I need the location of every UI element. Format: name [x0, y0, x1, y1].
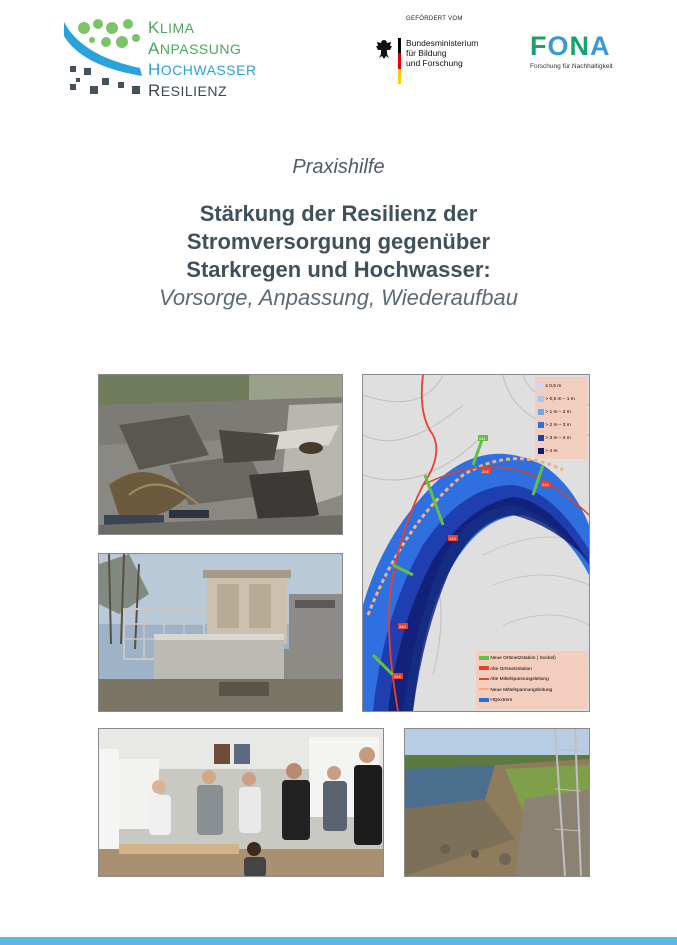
- feature-legend-item: HQextrem: [479, 696, 556, 707]
- photo-construction-site: [404, 728, 590, 877]
- feature-legend-item: Neue Ortsnetzstation ( Sockel): [479, 654, 556, 665]
- logo-word-anpassung: ANPASSUNG: [148, 39, 242, 58]
- feature-legend-item: Neue Mittelspannungsleitung: [479, 686, 556, 697]
- title-line: Stärkung der Resilienz der: [199, 201, 478, 226]
- fona-logo: [530, 32, 630, 82]
- feature-legend-item: Alte Mittelspannungsleitung: [479, 675, 556, 686]
- document-type: Praxishilfe: [292, 156, 385, 178]
- depth-legend-item: > 3 m – 4 m: [538, 432, 588, 445]
- photo-substation: [98, 553, 343, 712]
- map-marker-label: 245: [542, 482, 549, 487]
- document-subtitle: Vorsorge, Anpassung, Wiederaufbau: [159, 285, 518, 310]
- german-flag-bar: [398, 38, 401, 84]
- depth-legend: [535, 377, 587, 459]
- photo-workshop: [98, 728, 384, 877]
- photo-damaged-road: [98, 374, 343, 535]
- logo-word-resilienz: RESILIENZ: [148, 81, 228, 100]
- flood-map: [362, 374, 590, 712]
- klima-anpassung-logo: [62, 16, 262, 100]
- ministry-name: Bundesministerium für Bildung und Forschung: [406, 38, 479, 68]
- feature-legend-item: Alte Ortsnetzstation: [479, 665, 556, 676]
- depth-legend-item: > 0,5 m – 1 m: [538, 393, 588, 406]
- title-line: Stromversorgung gegenüber: [186, 229, 491, 254]
- fona-wordmark: FONA: [530, 31, 611, 61]
- bottom-accent-bar: [0, 937, 677, 945]
- depth-legend-item: > 2 m – 3 m: [538, 419, 588, 432]
- document-title: [0, 200, 677, 312]
- map-marker-label: 241: [479, 436, 486, 441]
- map-marker-label: 246: [482, 469, 489, 474]
- depth-legend-item: > 4 m: [538, 445, 588, 458]
- logo-word-hochwasser: HOCHWASSER: [148, 60, 257, 79]
- map-marker-label: 244: [394, 674, 401, 679]
- fona-tagline: Forschung für Nachhaltigkeit: [530, 63, 613, 70]
- federal-eagle-icon: [374, 38, 394, 60]
- feature-legend: [476, 651, 588, 709]
- title-line: Starkregen und Hochwasser:: [186, 257, 491, 282]
- bmbf-logo: [372, 16, 492, 92]
- depth-legend-item: ≤ 0,5 m: [538, 380, 588, 393]
- depth-legend-item: > 1 m – 2 m: [538, 406, 588, 419]
- logo-word-klima: KLIMA: [148, 18, 195, 37]
- funded-by-label: GEFÖRDERT VOM: [406, 16, 463, 22]
- map-marker-label: 243: [449, 536, 456, 541]
- map-marker-label: 240: [399, 624, 406, 629]
- wave-dots-icon: [62, 16, 148, 100]
